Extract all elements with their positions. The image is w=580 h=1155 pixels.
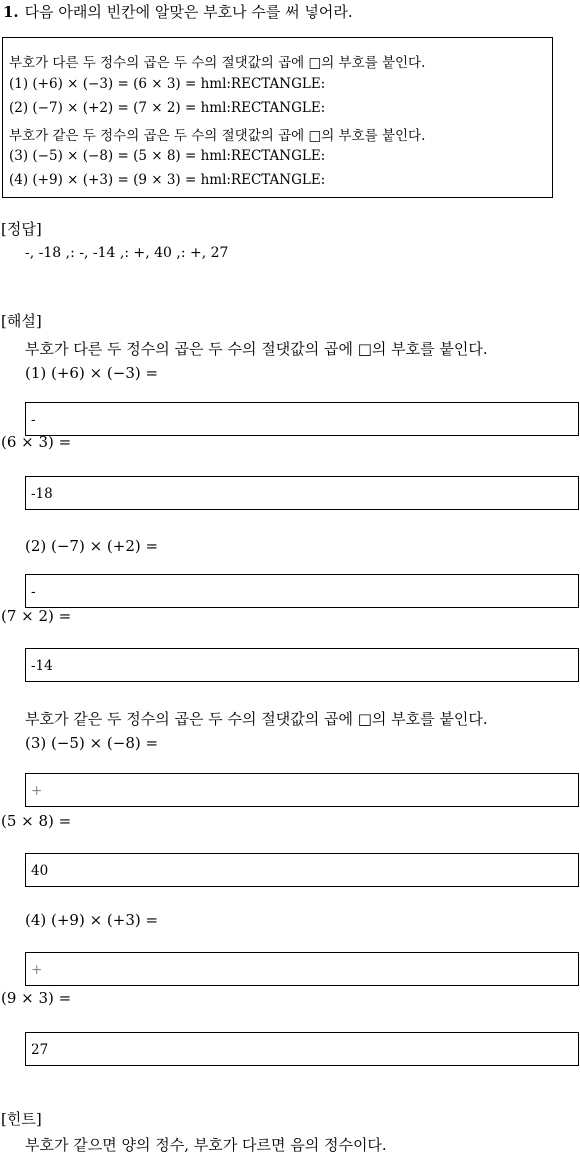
explanation-expr-1: (1) (+6) × (−3) = (25, 364, 159, 382)
value-answer-box-4: 27 (25, 1032, 579, 1066)
problem-item-2: (2) (−7) × (+2) = (7 × 2) = hml:RECTANGLE: (9, 100, 326, 116)
problem-item-1: (1) (+6) × (−3) = (6 × 3) = hml:RECTANGLE: (9, 76, 326, 92)
problem-item-3: (3) (−5) × (−8) = (5 × 8) = hml:RECTANGLE: (9, 148, 326, 164)
value-answer-box-1: -18 (25, 476, 579, 510)
sign-answer-box-2: - (25, 574, 579, 608)
answer-header: [정답] (1, 220, 42, 238)
sign-answer-box-3: + (25, 773, 579, 807)
abs-product-expr-1: (6 × 3) = (1, 433, 72, 451)
question-text: 다음 아래의 빈칸에 알맞은 부호나 수를 써 넣어라. (24, 3, 353, 21)
explanation-expr-2: (2) (−7) × (+2) = (25, 537, 159, 555)
question-number: 1. (3, 3, 19, 21)
explanation-header: [해설] (1, 312, 42, 330)
explanation-expr-3: (3) (−5) × (−8) = (25, 734, 159, 752)
sign-answer-box-1: - (25, 402, 579, 436)
problem-box (2, 37, 553, 198)
problem-rule-different: 부호가 다른 두 정수의 곱은 두 수의 절댓값의 곱에 □의 부호를 붙인다. (9, 55, 426, 71)
abs-product-expr-4: (9 × 3) = (1, 989, 72, 1007)
problem-rule-same: 부호가 같은 두 정수의 곱은 두 수의 절댓값의 곱에 □의 부호를 붙인다. (9, 128, 426, 144)
abs-product-expr-3: (5 × 8) = (1, 812, 72, 830)
abs-product-expr-2: (7 × 2) = (1, 607, 72, 625)
value-answer-box-2: -14 (25, 648, 579, 682)
explanation-rule-different: 부호가 다른 두 정수의 곱은 두 수의 절댓값의 곱에 □의 부호를 붙인다. (25, 340, 488, 358)
explanation-rule-same: 부호가 같은 두 정수의 곱은 두 수의 절댓값의 곱에 □의 부호를 붙인다. (25, 710, 488, 728)
hint-header: [힌트] (1, 1110, 42, 1128)
answer-text: -, -18 ,: -, -14 ,: +, 40 ,: +, 27 (25, 245, 229, 261)
hint-text: 부호가 같으면 양의 정수, 부호가 다르면 음의 정수이다. (25, 1136, 387, 1154)
question-title (3, 1, 353, 22)
problem-item-4: (4) (+9) × (+3) = (9 × 3) = hml:RECTANGLE: (9, 172, 326, 188)
value-answer-box-3: 40 (25, 853, 579, 887)
sign-answer-box-4: + (25, 952, 579, 986)
explanation-expr-4: (4) (+9) × (+3) = (25, 911, 159, 929)
